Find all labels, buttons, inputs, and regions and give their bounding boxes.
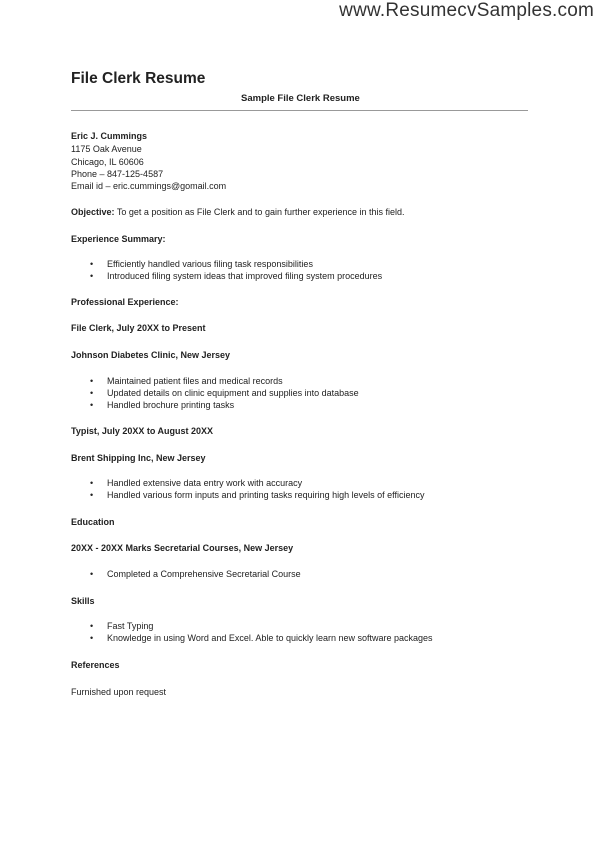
references-text: Furnished upon request: [71, 687, 167, 697]
skills-heading: Skills: [71, 596, 95, 606]
page-subtitle: Sample File Clerk Resume: [241, 93, 360, 104]
job-title: File Clerk, July 20XX to Present: [71, 323, 206, 333]
bullet-icon: •: [90, 490, 94, 500]
education-entry: 20XX - 20XX Marks Secretarial Courses, New Jersey: [71, 543, 294, 553]
header-divider: [71, 110, 528, 111]
education-heading: Education: [71, 517, 115, 527]
contact-name: Eric J. Cummings: [71, 131, 148, 141]
bullet-icon: •: [90, 569, 94, 579]
job-company: Johnson Diabetes Clinic, New Jersey: [71, 350, 231, 360]
job-company: Brent Shipping Inc, New Jersey: [71, 453, 206, 463]
list-item: • Knowledge in using Word and Excel. Able to quickly learn new software packages: [90, 633, 433, 643]
bullet-icon: •: [90, 271, 94, 281]
objective-label: Objective:: [71, 207, 115, 217]
bullet-icon: •: [90, 400, 94, 410]
contact-address-line2: Chicago, IL 60606: [71, 157, 144, 167]
list-item: • Handled extensive data entry work with accuracy: [90, 478, 303, 488]
bullet-icon: •: [90, 376, 94, 386]
objective: [71, 206, 405, 218]
list-item: • Fast Typing: [90, 621, 154, 631]
objective-text: To get a position as File Clerk and to gain further experience in this field.: [116, 207, 405, 217]
list-item: • Updated details on clinic equipment and supplies into database: [90, 388, 359, 398]
list-item: • Introduced filing system ideas that improved filing system procedures: [90, 271, 383, 281]
contact-phone: Phone – 847-125-4587: [71, 169, 164, 179]
contact-address-line1: 1175 Oak Avenue: [71, 144, 142, 154]
bullet-icon: •: [90, 259, 94, 269]
site-watermark: www.ResumecvSamples.com: [339, 0, 594, 21]
list-item: • Efficiently handled various filing task responsibilities: [90, 259, 313, 269]
list-item: • Handled brochure printing tasks: [90, 400, 235, 410]
contact-email: Email id – eric.cummings@gomail.com: [71, 181, 227, 191]
references-heading: References: [71, 660, 120, 670]
experience-summary-heading: Experience Summary:: [71, 234, 166, 244]
list-item: • Completed a Comprehensive Secretarial Course: [90, 569, 301, 579]
bullet-icon: •: [90, 478, 94, 488]
bullet-icon: •: [90, 633, 94, 643]
bullet-icon: •: [90, 621, 94, 631]
professional-experience-heading: Professional Experience:: [71, 297, 179, 307]
bullet-icon: •: [90, 388, 94, 398]
job-title: Typist, July 20XX to August 20XX: [71, 426, 214, 436]
page-title: File Clerk Resume: [71, 70, 206, 87]
list-item: • Maintained patient files and medical records: [90, 376, 283, 386]
list-item: • Handled various form inputs and printing tasks requiring high levels of efficiency: [90, 490, 425, 500]
